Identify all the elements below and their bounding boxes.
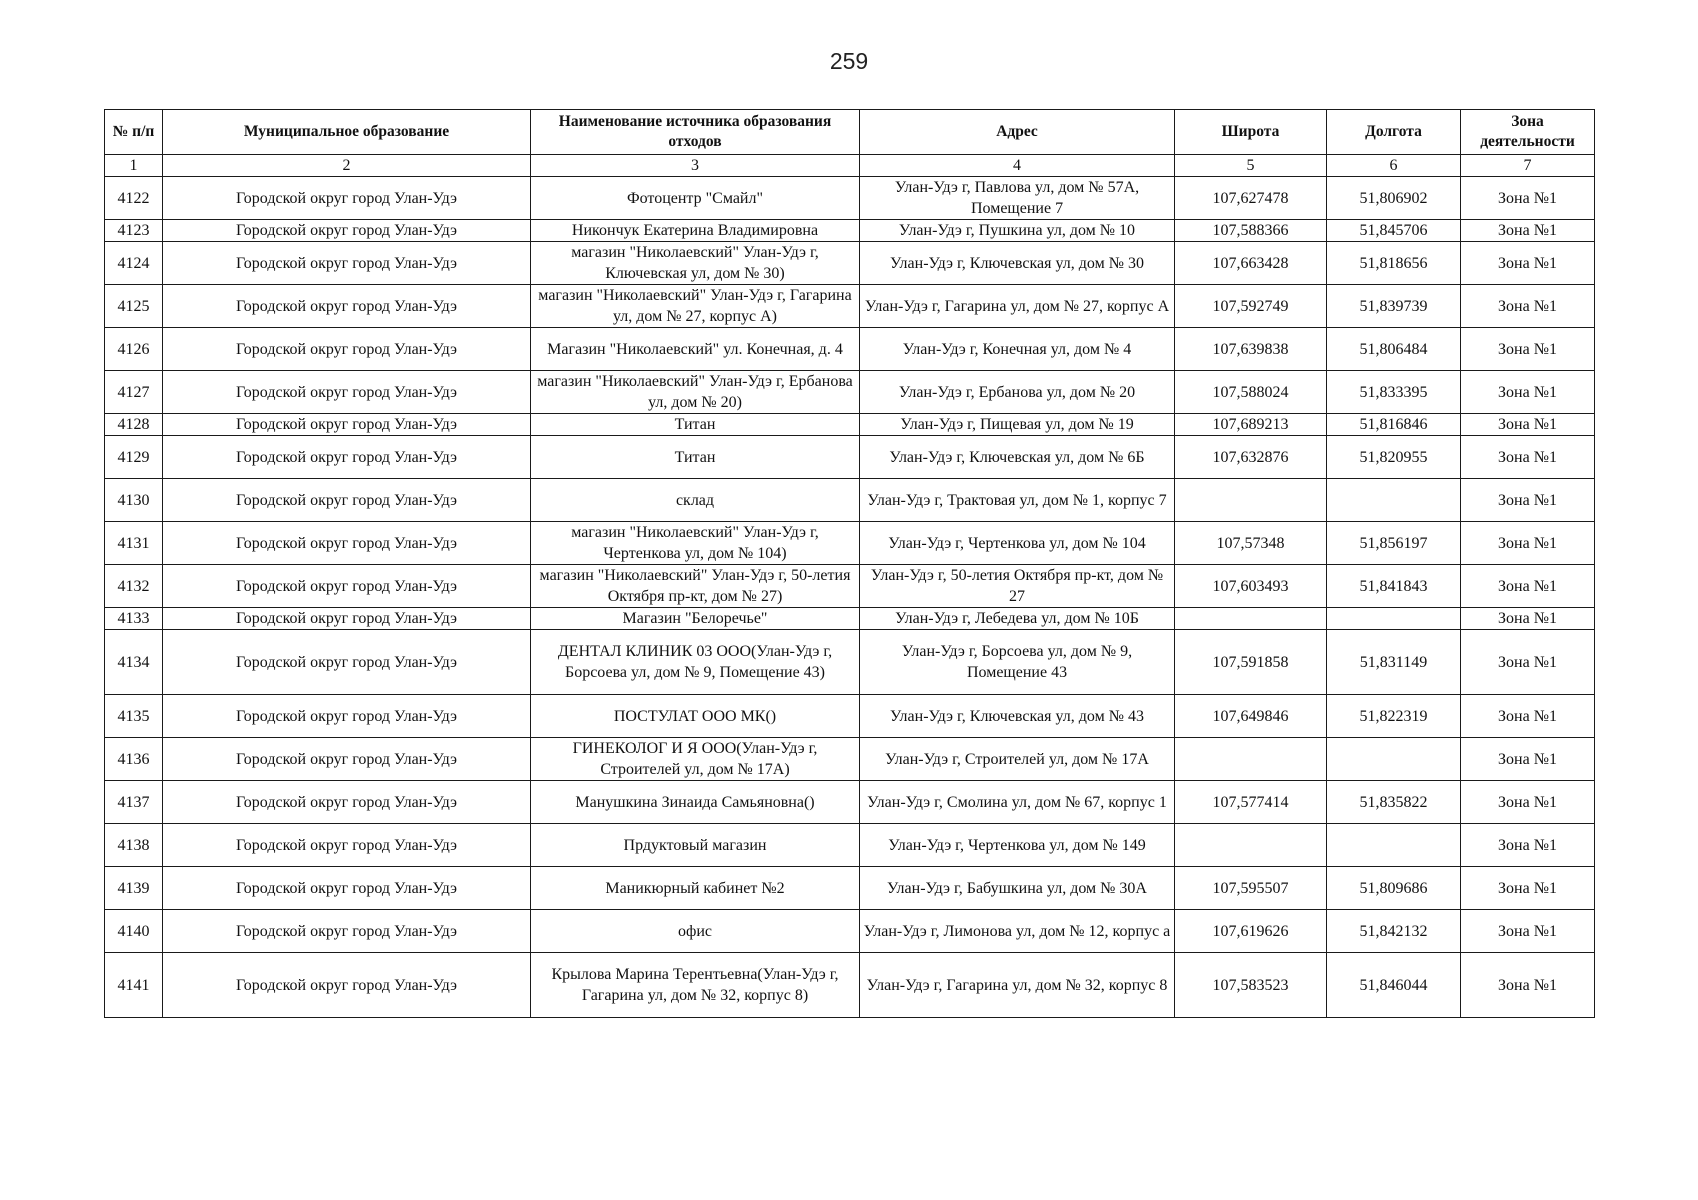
row-number-cell: 4139 — [105, 867, 163, 910]
longitude-cell — [1327, 738, 1461, 781]
table-row — [105, 371, 1595, 414]
longitude-cell: 51,835822 — [1327, 781, 1461, 824]
column-number: 6 — [1327, 155, 1461, 177]
latitude-cell — [1175, 608, 1327, 630]
table-row — [105, 695, 1595, 738]
longitude-cell — [1327, 824, 1461, 867]
longitude-cell — [1327, 608, 1461, 630]
table-row — [105, 630, 1595, 695]
zone-cell: Зона №1 — [1461, 371, 1595, 414]
address-cell: Улан-Удэ г, Ключевская ул, дом № 6Б — [860, 436, 1175, 479]
latitude-cell: 107,689213 — [1175, 414, 1327, 436]
municipality-cell: Городской округ город Улан-Удэ — [163, 910, 531, 953]
row-number-cell: 4126 — [105, 328, 163, 371]
longitude-cell: 51,845706 — [1327, 220, 1461, 242]
table-row — [105, 220, 1595, 242]
row-number-cell: 4127 — [105, 371, 163, 414]
row-number-cell: 4128 — [105, 414, 163, 436]
latitude-cell: 107,57348 — [1175, 522, 1327, 565]
address-cell: Улан-Удэ г, Пушкина ул, дом № 10 — [860, 220, 1175, 242]
latitude-cell: 107,577414 — [1175, 781, 1327, 824]
longitude-cell: 51,841843 — [1327, 565, 1461, 608]
municipality-cell: Городской округ город Улан-Удэ — [163, 285, 531, 328]
zone-cell: Зона №1 — [1461, 565, 1595, 608]
municipality-cell: Городской округ город Улан-Удэ — [163, 414, 531, 436]
row-number-cell: 4132 — [105, 565, 163, 608]
zone-cell: Зона №1 — [1461, 910, 1595, 953]
table-row — [105, 608, 1595, 630]
latitude-cell: 107,588024 — [1175, 371, 1327, 414]
source-name-cell: магазин "Николаевский" Улан-Удэ г, Гагарина ул, дом № 27, корпус А) — [531, 285, 860, 328]
longitude-cell: 51,816846 — [1327, 414, 1461, 436]
longitude-cell: 51,806902 — [1327, 177, 1461, 220]
source-name-cell: ДЕНТАЛ КЛИНИК 03 ООО(Улан-Удэ г, Борсоева ул, дом № 9, Помещение 43) — [531, 630, 860, 695]
column-number: 7 — [1461, 155, 1595, 177]
table-row — [105, 522, 1595, 565]
page-number: 259 — [829, 48, 869, 74]
longitude-cell: 51,809686 — [1327, 867, 1461, 910]
source-name-cell: магазин "Николаевский" Улан-Удэ г, Ключевская ул, дом № 30) — [531, 242, 860, 285]
latitude-cell: 107,592749 — [1175, 285, 1327, 328]
header-cell: Муниципальное образование — [163, 110, 531, 155]
longitude-cell: 51,831149 — [1327, 630, 1461, 695]
municipality-cell: Городской округ город Улан-Удэ — [163, 953, 531, 1018]
zone-cell: Зона №1 — [1461, 781, 1595, 824]
address-cell: Улан-Удэ г, Строителей ул, дом № 17А — [860, 738, 1175, 781]
source-name-cell: магазин "Николаевский" Улан-Удэ г, Ербанова ул, дом № 20) — [531, 371, 860, 414]
column-number: 4 — [860, 155, 1175, 177]
municipality-cell: Городской округ город Улан-Удэ — [163, 565, 531, 608]
municipality-cell: Городской округ город Улан-Удэ — [163, 371, 531, 414]
latitude-cell — [1175, 479, 1327, 522]
row-number-cell: 4136 — [105, 738, 163, 781]
column-number-row — [105, 155, 1595, 177]
table-row — [105, 781, 1595, 824]
latitude-cell: 107,619626 — [1175, 910, 1327, 953]
municipality-cell: Городской округ город Улан-Удэ — [163, 695, 531, 738]
address-cell: Улан-Удэ г, Лебедева ул, дом № 10Б — [860, 608, 1175, 630]
zone-cell: Зона №1 — [1461, 608, 1595, 630]
row-number-cell: 4125 — [105, 285, 163, 328]
zone-cell: Зона №1 — [1461, 242, 1595, 285]
zone-cell: Зона №1 — [1461, 220, 1595, 242]
longitude-cell: 51,842132 — [1327, 910, 1461, 953]
source-name-cell: Крылова Марина Терентьевна(Улан-Удэ г, Гагарина ул, дом № 32, корпус 8) — [531, 953, 860, 1018]
latitude-cell: 107,663428 — [1175, 242, 1327, 285]
latitude-cell: 107,627478 — [1175, 177, 1327, 220]
source-name-cell: офис — [531, 910, 860, 953]
row-number-cell: 4135 — [105, 695, 163, 738]
address-cell: Улан-Удэ г, Лимонова ул, дом № 12, корпус а — [860, 910, 1175, 953]
column-number: 2 — [163, 155, 531, 177]
waste-sources-table — [104, 109, 1595, 1018]
header-row — [105, 110, 1595, 155]
zone-cell: Зона №1 — [1461, 436, 1595, 479]
table-row — [105, 565, 1595, 608]
table-row — [105, 867, 1595, 910]
row-number-cell: 4141 — [105, 953, 163, 1018]
source-name-cell: Титан — [531, 436, 860, 479]
zone-cell: Зона №1 — [1461, 867, 1595, 910]
longitude-cell: 51,822319 — [1327, 695, 1461, 738]
longitude-cell: 51,833395 — [1327, 371, 1461, 414]
column-number: 5 — [1175, 155, 1327, 177]
row-number-cell: 4138 — [105, 824, 163, 867]
row-number-cell: 4133 — [105, 608, 163, 630]
source-name-cell: ПОСТУЛАТ ООО МК() — [531, 695, 860, 738]
latitude-cell: 107,639838 — [1175, 328, 1327, 371]
row-number-cell: 4137 — [105, 781, 163, 824]
source-name-cell: магазин "Николаевский" Улан-Удэ г, Чертенкова ул, дом № 104) — [531, 522, 860, 565]
address-cell: Улан-Удэ г, Смолина ул, дом № 67, корпус 1 — [860, 781, 1175, 824]
source-name-cell: склад — [531, 479, 860, 522]
longitude-cell: 51,846044 — [1327, 953, 1461, 1018]
municipality-cell: Городской округ город Улан-Удэ — [163, 220, 531, 242]
zone-cell: Зона №1 — [1461, 695, 1595, 738]
zone-cell: Зона №1 — [1461, 824, 1595, 867]
latitude-cell — [1175, 738, 1327, 781]
source-name-cell: ГИНЕКОЛОГ И Я ООО(Улан-Удэ г, Строителей ул, дом № 17А) — [531, 738, 860, 781]
table-row — [105, 910, 1595, 953]
address-cell: Улан-Удэ г, Чертенкова ул, дом № 149 — [860, 824, 1175, 867]
source-name-cell: Магазин "Белоречье" — [531, 608, 860, 630]
longitude-cell: 51,818656 — [1327, 242, 1461, 285]
address-cell: Улан-Удэ г, Гагарина ул, дом № 27, корпус А — [860, 285, 1175, 328]
header-cell: Широта — [1175, 110, 1327, 155]
address-cell: Улан-Удэ г, Ербанова ул, дом № 20 — [860, 371, 1175, 414]
municipality-cell: Городской округ город Улан-Удэ — [163, 242, 531, 285]
source-name-cell: Маникюрный кабинет №2 — [531, 867, 860, 910]
source-name-cell: Прдуктовый магазин — [531, 824, 860, 867]
table-row — [105, 177, 1595, 220]
address-cell: Улан-Удэ г, Павлова ул, дом № 57А, Помещение 7 — [860, 177, 1175, 220]
row-number-cell: 4134 — [105, 630, 163, 695]
longitude-cell — [1327, 479, 1461, 522]
table-row — [105, 414, 1595, 436]
latitude-cell: 107,588366 — [1175, 220, 1327, 242]
header-cell: Наименование источника образования отходов — [531, 110, 860, 155]
latitude-cell: 107,632876 — [1175, 436, 1327, 479]
longitude-cell: 51,806484 — [1327, 328, 1461, 371]
municipality-cell: Городской округ город Улан-Удэ — [163, 479, 531, 522]
municipality-cell: Городской округ город Улан-Удэ — [163, 522, 531, 565]
zone-cell: Зона №1 — [1461, 285, 1595, 328]
table-row — [105, 479, 1595, 522]
municipality-cell: Городской округ город Улан-Удэ — [163, 608, 531, 630]
latitude-cell: 107,649846 — [1175, 695, 1327, 738]
table-row — [105, 328, 1595, 371]
source-name-cell: Никончук Екатерина Владимировна — [531, 220, 860, 242]
municipality-cell: Городской округ город Улан-Удэ — [163, 436, 531, 479]
latitude-cell: 107,595507 — [1175, 867, 1327, 910]
latitude-cell: 107,583523 — [1175, 953, 1327, 1018]
table-row — [105, 824, 1595, 867]
municipality-cell: Городской округ город Улан-Удэ — [163, 177, 531, 220]
column-number: 3 — [531, 155, 860, 177]
zone-cell: Зона №1 — [1461, 479, 1595, 522]
source-name-cell: Манушкина Зинаида Самьяновна() — [531, 781, 860, 824]
address-cell: Улан-Удэ г, Чертенкова ул, дом № 104 — [860, 522, 1175, 565]
longitude-cell: 51,820955 — [1327, 436, 1461, 479]
header-cell: Долгота — [1327, 110, 1461, 155]
municipality-cell: Городской округ город Улан-Удэ — [163, 867, 531, 910]
address-cell: Улан-Удэ г, 50-летия Октября пр-кт, дом № 27 — [860, 565, 1175, 608]
source-name-cell: Титан — [531, 414, 860, 436]
address-cell: Улан-Удэ г, Трактовая ул, дом № 1, корпус 7 — [860, 479, 1175, 522]
row-number-cell: 4123 — [105, 220, 163, 242]
zone-cell: Зона №1 — [1461, 738, 1595, 781]
address-cell: Улан-Удэ г, Гагарина ул, дом № 32, корпус 8 — [860, 953, 1175, 1018]
longitude-cell: 51,839739 — [1327, 285, 1461, 328]
address-cell: Улан-Удэ г, Пищевая ул, дом № 19 — [860, 414, 1175, 436]
table-body — [105, 177, 1595, 1018]
zone-cell: Зона №1 — [1461, 414, 1595, 436]
zone-cell: Зона №1 — [1461, 177, 1595, 220]
source-name-cell: магазин "Николаевский" Улан-Удэ г, 50-летия Октября пр-кт, дом № 27) — [531, 565, 860, 608]
address-cell: Улан-Удэ г, Ключевская ул, дом № 30 — [860, 242, 1175, 285]
row-number-cell: 4122 — [105, 177, 163, 220]
table-row — [105, 738, 1595, 781]
municipality-cell: Городской округ город Улан-Удэ — [163, 630, 531, 695]
header-cell: Зона деятельности — [1461, 110, 1595, 155]
column-number: 1 — [105, 155, 163, 177]
address-cell: Улан-Удэ г, Бабушкина ул, дом № 30А — [860, 867, 1175, 910]
municipality-cell: Городской округ город Улан-Удэ — [163, 781, 531, 824]
address-cell: Улан-Удэ г, Борсоева ул, дом № 9, Помещение 43 — [860, 630, 1175, 695]
row-number-cell: 4130 — [105, 479, 163, 522]
municipality-cell: Городской округ город Улан-Удэ — [163, 824, 531, 867]
table-row — [105, 953, 1595, 1018]
zone-cell: Зона №1 — [1461, 522, 1595, 565]
source-name-cell: Фотоцентр "Смайл" — [531, 177, 860, 220]
zone-cell: Зона №1 — [1461, 953, 1595, 1018]
municipality-cell: Городской округ город Улан-Удэ — [163, 738, 531, 781]
municipality-cell: Городской округ город Улан-Удэ — [163, 328, 531, 371]
table-row — [105, 436, 1595, 479]
table-row — [105, 242, 1595, 285]
header-cell: Адрес — [860, 110, 1175, 155]
latitude-cell: 107,603493 — [1175, 565, 1327, 608]
latitude-cell: 107,591858 — [1175, 630, 1327, 695]
row-number-cell: 4124 — [105, 242, 163, 285]
row-number-cell: 4131 — [105, 522, 163, 565]
latitude-cell — [1175, 824, 1327, 867]
source-name-cell: Магазин "Николаевский" ул. Конечная, д. 4 — [531, 328, 860, 371]
address-cell: Улан-Удэ г, Ключевская ул, дом № 43 — [860, 695, 1175, 738]
table-row — [105, 285, 1595, 328]
row-number-cell: 4129 — [105, 436, 163, 479]
zone-cell: Зона №1 — [1461, 328, 1595, 371]
longitude-cell: 51,856197 — [1327, 522, 1461, 565]
header-cell: № п/п — [105, 110, 163, 155]
zone-cell: Зона №1 — [1461, 630, 1595, 695]
address-cell: Улан-Удэ г, Конечная ул, дом № 4 — [860, 328, 1175, 371]
row-number-cell: 4140 — [105, 910, 163, 953]
